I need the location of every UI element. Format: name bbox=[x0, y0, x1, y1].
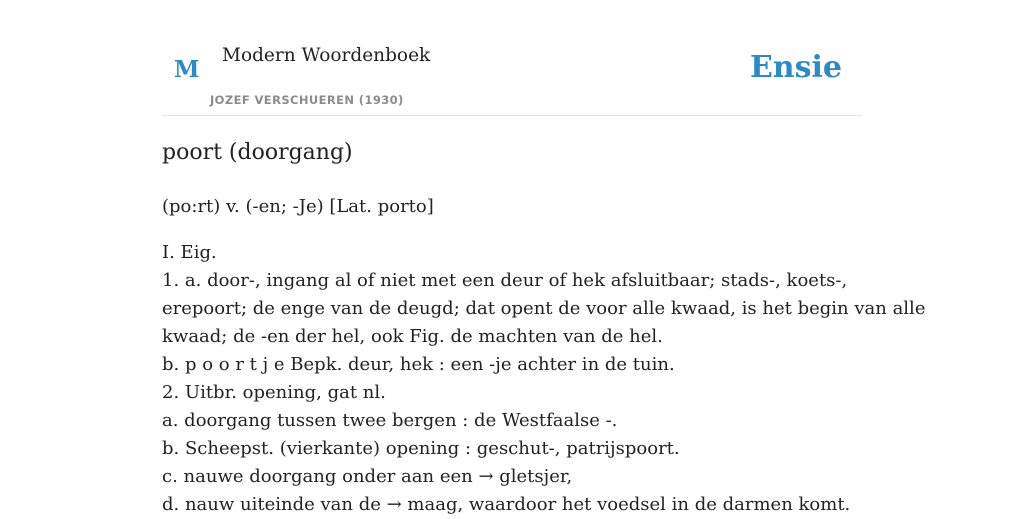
definition-line: a. doorgang tussen twee bergen : de Westfaalse -. bbox=[162, 410, 618, 431]
definition-line: I. Eig. bbox=[162, 242, 217, 263]
site-header bbox=[162, 0, 862, 116]
book-logo[interactable]: M bbox=[174, 56, 200, 83]
ensie-logo-link[interactable]: Ensie bbox=[749, 50, 842, 85]
definition-line: b. p o o r t j e Bepk. deur, hek : een -je achter in de tuin. bbox=[162, 354, 675, 375]
definition-line: b. Scheepst. (vierkante) opening : geschut-, patrijspoort. bbox=[162, 438, 680, 459]
definition-line: 2. Uitbr. opening, gat nl. bbox=[162, 382, 386, 403]
definition-line: 1. a. door-, ingang al of niet met een deur of hek afsluitbaar; stads-, koets-, bbox=[162, 270, 848, 291]
pronunciation-line: (po:rt) v. (-en; -Je) [Lat. porto] bbox=[162, 196, 434, 217]
definition-line: d. nauw uiteinde van de → maag, waardoor het voedsel in de darmen komt. bbox=[162, 494, 851, 515]
entry-title: poort (doorgang) bbox=[162, 140, 353, 165]
book-author: JOZEF VERSCHUEREN (1930) bbox=[210, 93, 404, 107]
definition-line: c. nauwe doorgang onder aan een → gletsjer, bbox=[162, 466, 573, 487]
definition-line: kwaad; de -en der hel, ook Fig. de machten van de hel. bbox=[162, 326, 663, 347]
definition-body bbox=[162, 239, 926, 519]
book-title-link[interactable]: Modern Woordenboek bbox=[222, 45, 431, 66]
definition-line: erepoort; de enge van de deugd; dat opent de voor alle kwaad, is het begin van alle bbox=[162, 298, 926, 319]
